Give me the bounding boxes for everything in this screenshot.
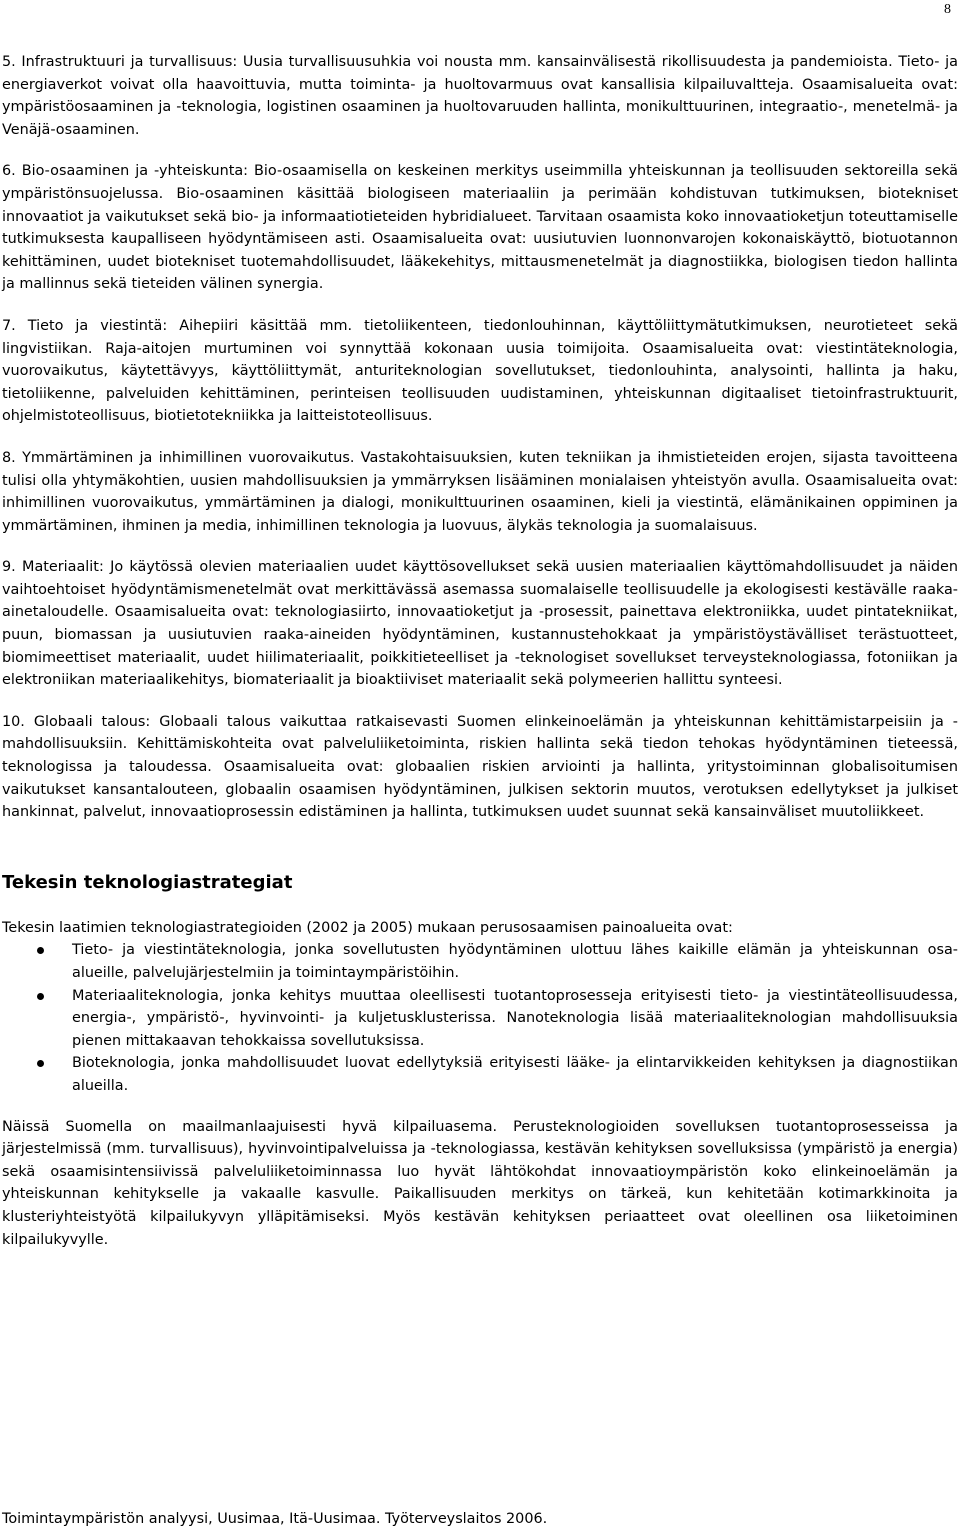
document-body	[2, 51, 958, 1270]
bullet-list	[2, 939, 958, 1097]
section-information: 7. Tieto ja viestintä: Aihepiiri käsittää mm. tietoliikenteen, tiedonlouhinnan, käyttöliittymätutkimuksen, neurotieteet sekä lingvistiikan. Raja-aitojen murtuminen voi synnyttää kokonaan uusia toimijoita. Osaamisalueita ovat: viestintäteknologia, vuorovaikutus, käytettävyys, käyttöliittymät, anturiteknologian sovellutukset, tiedonlouhinta, analysointi, hallinta ja haku, tietoliikenne, palveluiden kehittäminen, perinteisen teollisuuden uudistaminen, yhteiskunnan digitaaliset tietoinfrastruktuurit, ohjelmistoteollisuus, biotietotekniikka ja laitteistoteollisuus.	[2, 317, 958, 425]
section-heading: Tekesin teknologiastrategiat	[2, 871, 293, 893]
bullet-item: Materiaaliteknologia, jonka kehitys muuttaa oleellisesti tuotantoprosesseja erityisesti tieto- ja viestintäteollisuudessa, energia-, ympäristö-, hyvinvointi- ja kuljetusklusterissa. Nanoteknologia lisää materiaaliteknologian mahdollisuuksia pienen mittakaavan tehokkaissa sovellutuksissa.	[2, 985, 958, 1053]
bullet-item: Tieto- ja viestintäteknologia, jonka sovellutusten hyödyntäminen ulottuu lähes kaikille elämän ja yhteiskunnan osa-alueille, palvelujärjestelmiin ja toimintaympäristöihin.	[2, 939, 958, 984]
closing-paragraph: Näissä Suomella on maailmanlaajuisesti hyvä kilpailuasema. Perusteknologioiden sovelluksen tuotantoprosesseissa ja järjestelmissä (mm. turvallisuus), hyvinvointipalveluissa ja -teknologiassa, kestävän kehityksen sovelluksissa (ympäristö ja energia) sekä osaamisintensiivissä palveluliiketoiminnassa luo hyvät lähtökohdat innovaatioympäristön koko elinkeinoelämän ja yhteiskunnan kehitykselle ja vakaalle kasvulle. Paikallisuuden merkitys on tärkeä, kun kehitetään kotimarkkinoita ja klusteriyhteistyötä kilpailukyvyn ylläpitämiseksi. Myös kestävän kehityksen periaatteet ovat oleellinen osa liiketoiminen kilpailukyvylle.	[2, 1118, 958, 1248]
section-bio: 6. Bio-osaaminen ja -yhteiskunta: Bio-osaamisella on keskeinen merkitys useimmilla yhteiskunnan ja teollisuuden sektoreilla sekä ympäristönsuojelussa. Bio-osaaminen käsittää biologiseen materiaaliin ja perimään kohdistuvan tutkimuksen, biotekniset innovaatiot ja vaikutukset sekä bio- ja informaatiotieteiden hybridialueet. Tarvitaan osaamista koko innovaatioketjun toteuttamiselle tutkimuksesta kaupalliseen hyödyntämiseen asti. Osaamisalueita ovat: uusiutuvien luonnonvarojen kokonaiskäyttö, biotuotannon kehittäminen, uudet biotekniset tuotemahdollisuudet, lääkekehitys, mittausmenetelmät ja diagnostiikka, biologisen tiedon hallinta ja mallinnus sekä tieteiden välinen synergia.	[2, 163, 958, 293]
page-footer: Toimintaympäristön analyysi, Uusimaa, Itä-Uusimaa. Työterveyslaitos 2006.	[2, 1511, 548, 1527]
section-global-economy: 10. Globaali talous: Globaali talous vaikuttaa ratkaisevasti Suomen elinkeinoelämän ja yhteiskunnan kehittämistarpeisiin ja -mahdollisuuksiin. Kehittämiskohteita ovat palveluliiketoiminta, riskien hallinta sekä tiedon tehokas hyödyntäminen tieteessä, teknologissa ja taloudessa. Osaamisalueita ovat: globaalien riskien arviointi ja hallinta, yritystoiminnan globalisoitumisen vaikutukset kansantalouteen, globaalin osaamisen hyödyntäminen, julkisen sektorin muutos, verotuksen edellytykset ja julkiset hankinnat, palvelut, innovaatioprosessin edistäminen ja hallinta, tutkimuksen uudet suunnat sekä kansainväliset muutoliikkeet.	[2, 713, 958, 821]
bullet-item: Bioteknologia, jonka mahdollisuudet luovat edellytyksiä erityisesti lääke- ja elintarvikkeiden kehityksen ja diagnostiikan alueilla.	[2, 1052, 958, 1097]
intro-paragraph: Tekesin laatimien teknologiastrategioiden (2002 ja 2005) mukaan perusosaamisen painoalueita ovat:	[2, 919, 733, 936]
section-infrastructure: 5. Infrastruktuuri ja turvallisuus: Uusia turvallisuusuhkia voi nousta mm. kansainvälisestä rikollisuudesta ja pandemioista. Tieto- ja energiaverkot voivat olla haavoittuvia, mutta toiminta- ja huoltovarmuus ovat kansallisia kilpailuvaltteja. Osaamisalueita ovat: ympäristöosaaminen ja -teknologia, logistinen osaaminen ja huoltovaruuden hallinta, monikulttuurinen, integraatio-, menetelmä- ja Venäjä-osaaminen.	[2, 54, 958, 138]
section-understanding: 8. Ymmärtäminen ja inhimillinen vuorovaikutus. Vastakohtaisuuksien, kuten tekniikan ja ihmistieteiden erojen, sijasta tavoitteena tulisi olla yhtymäkohtien, uusien mahdollisuuksien ja ymmärryksen lisääminen monialaisen yhteistyön avulla. Osaamisalueita ovat: inhimillinen vuorovaikutus, ymmärtäminen ja dialogi, monikulttuurinen osaaminen, kieli ja viestintä, elämänikainen oppiminen ja ymmärtäminen, ihminen ja media, inhimillinen teknologia ja luovuus, älykäs teknologia ja suomalaisuus.	[2, 449, 958, 534]
section-materials: 9. Materiaalit: Jo käytössä olevien materiaalien uudet käyttösovellukset sekä uusien materiaalien käyttömahdollisuudet ja näiden vaihtoehtoiset hyödyntämismenetelmät ovat merkittävässä asemassa suomalaiselle teollisuudelle ja ekologisesti kestävälle raaka-ainetaloudelle. Osaamisalueita ovat: teknologiasiirto, innovaatioketjut ja -prosessit, painettava elektroniikka, uudet pintatekniikat, puun, biomassan ja uusiutuvien raaka-aineiden hyödyntäminen, kustannustehokkaat ja ympäristöystävälliset terästuotteet, biomimeettiset materiaalit, uudet hiilimateriaalit, poikkitieteelliset ja -teknologiset sovellukset terveysteknologiassa, fotoniikan ja elektroniikan materiaalikehitys, biomateriaalit ja bioaktiiviset materiaalit sekä polymeerien hallittu synteesi.	[2, 559, 958, 689]
page-number: 8	[944, 2, 951, 17]
